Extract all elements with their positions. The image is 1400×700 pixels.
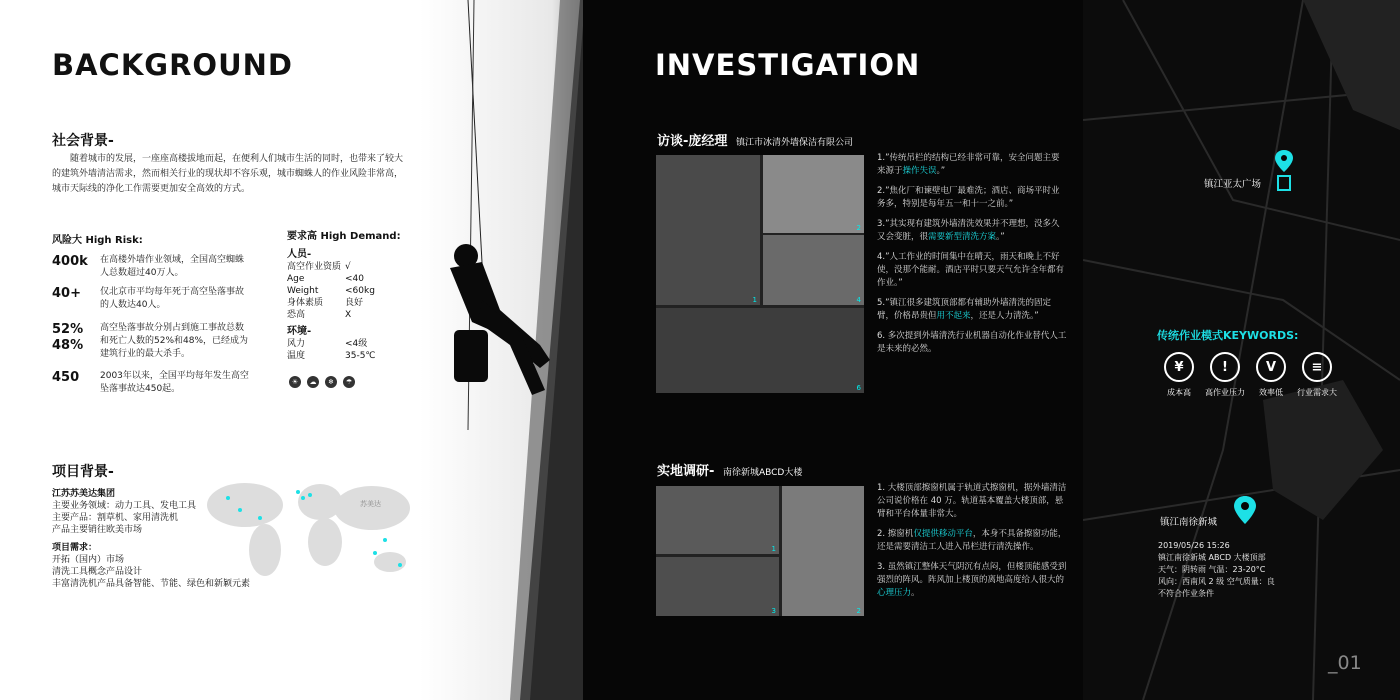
investigation-title: INVESTIGATION [655,48,921,82]
field-notes [877,482,1067,607]
social-heading: 社会背景- [52,133,114,149]
risk-description: 2003年以来，全国平均每年发生高空坠落事故达450起。 [100,371,249,394]
field-photos [656,486,864,616]
interview-photo-1: 1 [656,155,760,305]
demand-value: X [345,310,352,320]
field-photo-1: 1 [656,486,779,554]
alert-icon: ! [1210,352,1240,382]
risk-row [52,370,252,396]
page-number: _01 [1328,652,1362,674]
keyword-label: 高作业压力 [1205,388,1245,397]
snow-icon: ❄ [325,376,337,388]
visit-info-line: 镇江南徐新城 ABCD 大楼顶部 [1158,553,1266,562]
risk-number: 40+ [52,286,81,301]
demand-row [287,309,417,321]
layers-icon: ≡ [1302,352,1332,382]
field-note: 3. 虽然镇江整体天气阴沉有点闷，但楼顶能感受到强烈的阵风。阵风加上楼顶的离地高度给人很大的心理压力。 [877,562,1067,598]
location-label-a: 镇江亚太广场 [1204,179,1262,190]
people-heading: 人员- [287,249,312,260]
weather-icons [289,376,355,388]
people-list [287,261,417,321]
project-line: 主要业务领域：动力工具、发电工具 [52,501,197,511]
field-photo-3: 3 [656,557,779,616]
keyword-item [1249,352,1293,398]
pin-icon [1231,494,1259,528]
demand-row [287,285,417,297]
demand-row [287,273,417,285]
field-title: 实地调研- [657,464,715,479]
project-line: 产品主要销往欧美市场 [52,525,143,535]
demand-key: 身体素质 [287,298,324,308]
demand-row [287,350,417,362]
background-title: BACKGROUND [52,48,293,82]
demand-value: √ [345,262,351,272]
interview-title: 访谈-庞经理 [657,134,728,149]
highlight-text: 操作失误 [902,166,937,176]
location-label-b: 镇江南徐新城 [1160,517,1218,528]
interview-photo-6: 6 [656,308,864,393]
demand-value: <40 [345,274,364,284]
interview-photo-2: 2 [763,155,864,233]
needs-heading: 项目需求： [52,543,98,553]
keyword-label: 成本高 [1167,388,1191,397]
keyword-item [1157,352,1201,398]
interview-company: 镇江市冰清外墙保洁有限公司 [735,138,853,148]
visit-info-line: 天气：阴转雨 气温：23-20°C [1158,565,1266,574]
risk-number: 400k [52,254,88,269]
risk-number: 450 [52,370,80,385]
risk-description: 仅北京市平均每年死于高空坠落事故的人数达40人。 [100,287,245,310]
demand-value: 35-5℃ [345,351,376,361]
risk-number: 52% 48% [52,322,84,353]
investigation-panel [583,0,1400,700]
yen-icon: ¥ [1164,352,1194,382]
keyword-label: 效率低 [1259,388,1283,397]
visit-info-line: 不符合作业条件 [1158,589,1214,598]
interview-quote: 5.”镇江很多建筑顶部都有辅助外墙清洗的固定臂，价格昂贵但用不起来，还是人力清洗。” [877,298,1052,321]
risk-description: 高空坠落事故分别占到施工事故总数和死亡人数的52%和48%，已经成为建筑行业的最大杀手。 [100,323,249,359]
demand-key: 风力 [287,339,306,349]
field-note: 2. 擦窗机仅提供移动平台，本身不具备擦窗功能，还是需要清洁工人进入吊栏进行清洗操作。 [877,529,1067,552]
keyword-item [1203,352,1247,398]
highlight-text: 心理压力 [877,588,912,598]
risk-description: 在高楼外墙作业领域，全国高空蜘蛛人总数超过40万人。 [100,255,245,278]
demand-value: <60kg [345,286,375,296]
field-photo-2: 2 [782,486,864,616]
sumec-logo: 苏美达 [360,500,381,508]
need-line: 丰富清洗机产品具备智能、节能、绿色和新颖元素 [52,579,251,589]
world-map [200,470,420,585]
interview-quotes [877,152,1067,363]
risk-row [52,286,252,312]
risk-heading: 风险大 High Risk: [52,235,143,246]
field-note: 1. 大楼顶部擦窗机属于轨道式擦窗机，据外墙清洁公司说价格在 40 万。轨道基本覆盖大楼顶部，悬臂和平台体量非常大。 [877,483,1067,519]
keyword-label: 行业需求大 [1297,388,1337,397]
company-name: 江苏苏美达集团 [52,489,116,499]
env-list [287,338,417,362]
speed-icon: V [1256,352,1286,382]
highlight-text: 需要新型清洗方案 [928,232,997,242]
demand-value: <4级 [345,339,368,349]
highlight-text: 用不起来 [936,311,971,321]
demand-row [287,261,417,273]
pin-icon [1273,148,1295,198]
highlight-text: 仅提供移动平台 [913,529,973,539]
demand-key: Age [287,274,305,284]
interview-quote: 4.”人工作业的时间集中在晴天，雨天和晚上不好使，没那个能耐。酒店平时只要天气允许全年都有作业。” [877,252,1065,288]
demand-heading: 要求高 High Demand: [287,231,401,242]
keyword-item [1295,352,1339,398]
risk-row [52,254,252,280]
rain-icon: ☂ [343,376,355,388]
env-heading: 环境- [287,326,312,337]
demand-row [287,297,417,309]
demand-block [287,231,417,362]
interview-quote: 2.”焦化厂和谏壁电厂最难洗；酒店、商场平时业务多，特别是每年五一和十一之前。” [877,186,1060,209]
risk-row [52,322,252,361]
interview-photo-4: 4 [763,235,864,305]
demand-key: 温度 [287,351,306,361]
demand-value: 良好 [345,298,364,308]
cloud-icon: ☁ [307,376,319,388]
demand-key: 高空作业资质 [287,262,342,272]
interview-quote: 3.”其实现有建筑外墙清洗效果并不理想，没多久又会变脏，很需要新型清洗方案。” [877,219,1060,242]
need-line: 开拓（国内）市场 [52,555,125,565]
need-line: 清洗工具概念产品设计 [52,567,143,577]
project-heading: 项目背景- [52,464,114,480]
visit-info [1158,540,1318,600]
project-line: 主要产品：割草机、家用清洗机 [52,513,179,523]
field-location: 南徐新城ABCD大楼 [722,468,803,478]
sun-icon: ☀ [289,376,301,388]
demand-key: Weight [287,286,319,296]
interview-quote: 6. 多次提到外墙清洗行业机器自动化作业替代人工是未来的必然。 [877,331,1067,354]
social-text: 随着城市的发展，一座座高楼拔地而起，在便利人们城市生活的同时，也带来了较大的建筑外墙清洁需求，然而相关行业的现状却不容乐观，城市蜘蛛人的作业风险非常高，城市天际线的净化工作需要更加安全高效的方式。 [52,154,404,194]
demand-row [287,338,417,350]
interview-photos [656,155,864,393]
visit-info-line: 风向：西南风 2 级 空气质量：良 [1158,577,1275,586]
visit-info-line: 2019/05/26 15:26 [1158,541,1230,550]
field-heading [657,460,802,479]
demand-key: 恐高 [287,310,306,320]
interview-quote: 1.”传统吊栏的结构已经非常可靠，安全问题主要来源于操作失误。” [877,153,1060,176]
keywords-title: 传统作业模式KEYWORDS: [1157,329,1299,342]
interview-heading [657,130,853,149]
